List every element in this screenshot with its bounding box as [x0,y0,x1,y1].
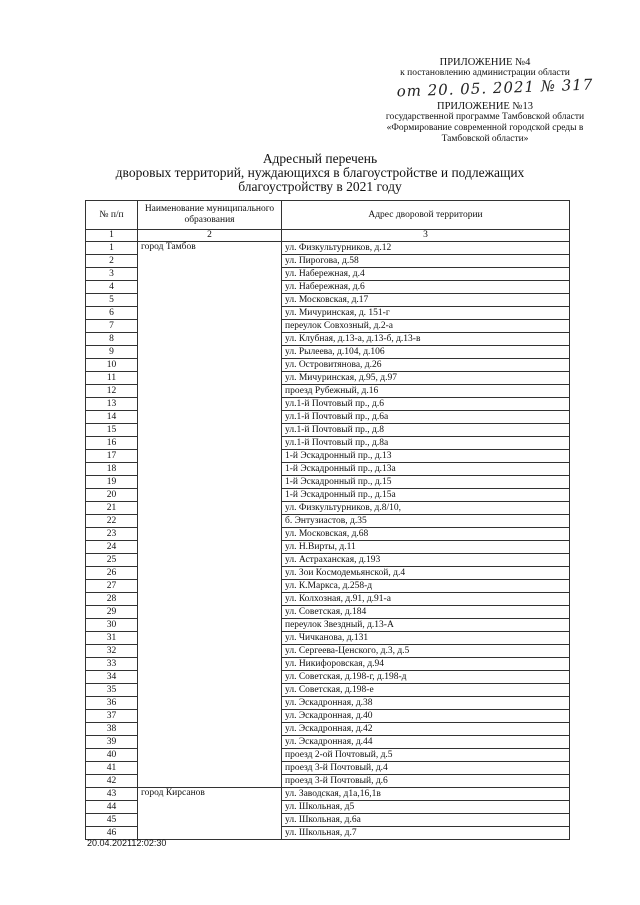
row-municipality [138,424,282,437]
row-municipality [138,463,282,476]
row-number: 11 [86,372,138,385]
row-municipality [138,528,282,541]
table-header-row [86,201,570,230]
annex-13-title: ПРИЛОЖЕНИЕ №13 [437,101,533,112]
row-municipality [138,554,282,567]
row-number: 21 [86,502,138,515]
row-address: 1-й Эскадронный пр., д.15 [282,476,570,489]
row-municipality: город Тамбов [138,242,282,255]
row-municipality [138,775,282,788]
table-row [86,567,570,580]
row-municipality [138,476,282,489]
row-address: ул. Н.Вирты, д.11 [282,541,570,554]
row-address: ул. Советская, д.198-е [282,684,570,697]
row-address: ул. Колхозная, д.91, д.91-а [282,593,570,606]
row-municipality [138,398,282,411]
row-address: ул. Физкультурников, д.12 [282,242,570,255]
row-municipality [138,502,282,515]
row-number: 34 [86,671,138,684]
table-row [86,372,570,385]
row-municipality [138,736,282,749]
table-row [86,749,570,762]
table-row [86,541,570,554]
row-number: 12 [86,385,138,398]
table-row [86,606,570,619]
row-address: ул.1-й Почтовый пр., д.6 [282,398,570,411]
annex-4-subtitle: к постановлению администрации области [400,68,570,78]
row-number: 7 [86,320,138,333]
row-number: 19 [86,476,138,489]
column-number-row [86,230,570,242]
table-row [86,515,570,528]
row-municipality [138,411,282,424]
row-municipality [138,684,282,697]
row-address: ул. Рылеева, д.104, д.106 [282,346,570,359]
table-row [86,801,570,814]
row-number: 13 [86,398,138,411]
row-number: 33 [86,658,138,671]
table-row [86,814,570,827]
row-number: 4 [86,281,138,294]
row-number: 23 [86,528,138,541]
row-address: ул. Астраханская, д.193 [282,554,570,567]
table-row [86,710,570,723]
row-municipality [138,450,282,463]
row-address: ул. Эскадронная, д.44 [282,736,570,749]
table-row [86,255,570,268]
row-municipality [138,372,282,385]
row-municipality [138,515,282,528]
row-municipality [138,489,282,502]
row-number: 42 [86,775,138,788]
row-number: 18 [86,463,138,476]
row-number: 39 [86,736,138,749]
row-number: 14 [86,411,138,424]
col-num-2: 2 [138,230,282,242]
row-number: 28 [86,593,138,606]
row-address: 1-й Эскадронный пр., д.13 [282,450,570,463]
row-address: ул. Школьная, д.6а [282,814,570,827]
row-address: ул. Эскадронная, д.38 [282,697,570,710]
row-municipality [138,307,282,320]
row-address: ул. Пирогова, д.58 [282,255,570,268]
table-row [86,697,570,710]
table-row [86,736,570,749]
col-num-1: 1 [86,230,138,242]
document-title [100,152,540,194]
col-num-3: 3 [282,230,570,242]
row-municipality [138,567,282,580]
row-address: ул. Никифоровская, д.94 [282,658,570,671]
row-number: 35 [86,684,138,697]
row-address: ул. Эскадронная, д.42 [282,723,570,736]
row-municipality [138,619,282,632]
row-number: 9 [86,346,138,359]
table-row [86,398,570,411]
table-row [86,788,570,801]
handwritten-date-number: от 20. 05. 2021 № 317 [396,75,594,101]
row-municipality [138,606,282,619]
row-municipality [138,710,282,723]
row-address: переулок Звездный, д.13-А [282,619,570,632]
header-number: № п/п [86,201,138,230]
table-row [86,619,570,632]
annex-13-header [360,101,610,145]
table-row [86,307,570,320]
row-municipality [138,671,282,684]
title-line-3: благоустройству в 2021 году [238,179,402,194]
table-row [86,580,570,593]
row-number: 46 [86,827,138,840]
row-address: ул. Мичуринская, д. 151-г [282,307,570,320]
row-number: 27 [86,580,138,593]
row-municipality [138,645,282,658]
row-number: 32 [86,645,138,658]
table-row [86,723,570,736]
row-municipality [138,346,282,359]
row-number: 26 [86,567,138,580]
row-address: ул. Набережная, д.4 [282,268,570,281]
row-municipality: город Кирсанов [138,788,282,801]
row-municipality [138,593,282,606]
row-municipality [138,801,282,814]
table-row [86,502,570,515]
row-address: проезд 2-ой Почтовый, д.5 [282,749,570,762]
row-address: ул. Эскадронная, д.40 [282,710,570,723]
row-number: 5 [86,294,138,307]
row-number: 6 [86,307,138,320]
row-address: ул. Зои Космодемьянской, д.4 [282,567,570,580]
table-body [86,242,570,840]
row-address: ул. Заводская, д1а,16,1в [282,788,570,801]
row-address: ул. Физкультурников, д.8/10, [282,502,570,515]
row-address: ул. Школьная, д.7 [282,827,570,840]
row-number: 31 [86,632,138,645]
row-municipality [138,294,282,307]
row-address: ул.1-й Почтовый пр., д.8а [282,437,570,450]
row-municipality [138,723,282,736]
table-row [86,463,570,476]
address-table [85,200,570,840]
row-address: ул.1-й Почтовый пр., д.8 [282,424,570,437]
row-municipality [138,281,282,294]
row-address: ул. Московская, д.68 [282,528,570,541]
row-address: 1-й Эскадронный пр., д.13а [282,463,570,476]
row-number: 38 [86,723,138,736]
row-municipality [138,437,282,450]
table-row [86,268,570,281]
row-address: переулок Совхозный, д.2-а [282,320,570,333]
row-address: проезд 3-й Почтовый, д.6 [282,775,570,788]
annex-13-line-3: «Формирование современной городской среды в [386,123,584,133]
row-municipality [138,762,282,775]
row-number: 41 [86,762,138,775]
row-address: ул. Островитянова, д.26 [282,359,570,372]
table-row [86,632,570,645]
row-municipality [138,320,282,333]
row-municipality [138,268,282,281]
row-address: ул. Московская, д.17 [282,294,570,307]
table-row [86,294,570,307]
row-address: ул. Набережная, д.6 [282,281,570,294]
row-municipality [138,658,282,671]
row-number: 25 [86,554,138,567]
row-number: 15 [86,424,138,437]
row-address: ул. Школьная, д5 [282,801,570,814]
table-row [86,424,570,437]
header-municipality: Наименование муниципального образования [138,201,282,230]
row-number: 43 [86,788,138,801]
annex-4-header [380,57,590,79]
table-row [86,320,570,333]
row-number: 24 [86,541,138,554]
row-municipality [138,749,282,762]
row-address: ул. Клубная, д.13-а, д.13-б, д.13-в [282,333,570,346]
row-municipality [138,697,282,710]
table-row [86,593,570,606]
row-number: 36 [86,697,138,710]
table-row [86,346,570,359]
row-number: 16 [86,437,138,450]
annex-4-title: ПРИЛОЖЕНИЕ №4 [439,57,531,68]
row-number: 30 [86,619,138,632]
row-municipality [138,632,282,645]
row-address: ул. Сергеева-Ценского, д.3, д.5 [282,645,570,658]
table-row [86,281,570,294]
row-number: 20 [86,489,138,502]
row-number: 29 [86,606,138,619]
table-row [86,359,570,372]
table-row [86,489,570,502]
title-line-2: дворовых территорий, нуждающихся в благоустройстве и подлежащих [115,165,525,180]
row-address: б. Энтузиастов, д.35 [282,515,570,528]
table-row [86,775,570,788]
row-address: ул. Советская, д.198-г, д.198-д [282,671,570,684]
row-number: 44 [86,801,138,814]
title-line-1: Адресный перечень [262,151,378,166]
table-row [86,411,570,424]
row-address: ул.1-й Почтовый пр., д.6а [282,411,570,424]
row-address: проезд Рубежный, д.16 [282,385,570,398]
row-address: ул. Советская, д.184 [282,606,570,619]
row-number: 37 [86,710,138,723]
row-address: ул. К.Маркса, д.258-д [282,580,570,593]
table-row [86,242,570,255]
table-row [86,450,570,463]
print-timestamp: 20.04.202112:02:30 [87,838,167,848]
row-number: 45 [86,814,138,827]
row-number: 22 [86,515,138,528]
table-row [86,554,570,567]
row-municipality [138,541,282,554]
row-municipality [138,359,282,372]
annex-13-line-4: Тамбовской области» [441,134,529,144]
table-row [86,684,570,697]
row-address: 1-й Эскадронный пр., д.15а [282,489,570,502]
row-number: 40 [86,749,138,762]
table-row [86,528,570,541]
row-address: проезд 3-й Почтовый, д.4 [282,762,570,775]
row-number: 1 [86,242,138,255]
table-row [86,645,570,658]
row-number: 8 [86,333,138,346]
row-number: 2 [86,255,138,268]
table-row [86,437,570,450]
row-number: 3 [86,268,138,281]
row-municipality [138,814,282,827]
table-row [86,671,570,684]
row-address: ул. Мичуринская, д.95, д.97 [282,372,570,385]
row-address: ул. Чичканова, д.131 [282,632,570,645]
table-row [86,385,570,398]
row-municipality [138,333,282,346]
row-municipality [138,580,282,593]
annex-13-line-2: государственной программе Тамбовской области [385,112,585,122]
table-row [86,658,570,671]
table-row [86,333,570,346]
header-address: Адрес дворовой территории [282,201,570,230]
row-number: 10 [86,359,138,372]
table-row [86,762,570,775]
table-row [86,476,570,489]
row-municipality [138,255,282,268]
row-number: 17 [86,450,138,463]
row-municipality [138,385,282,398]
